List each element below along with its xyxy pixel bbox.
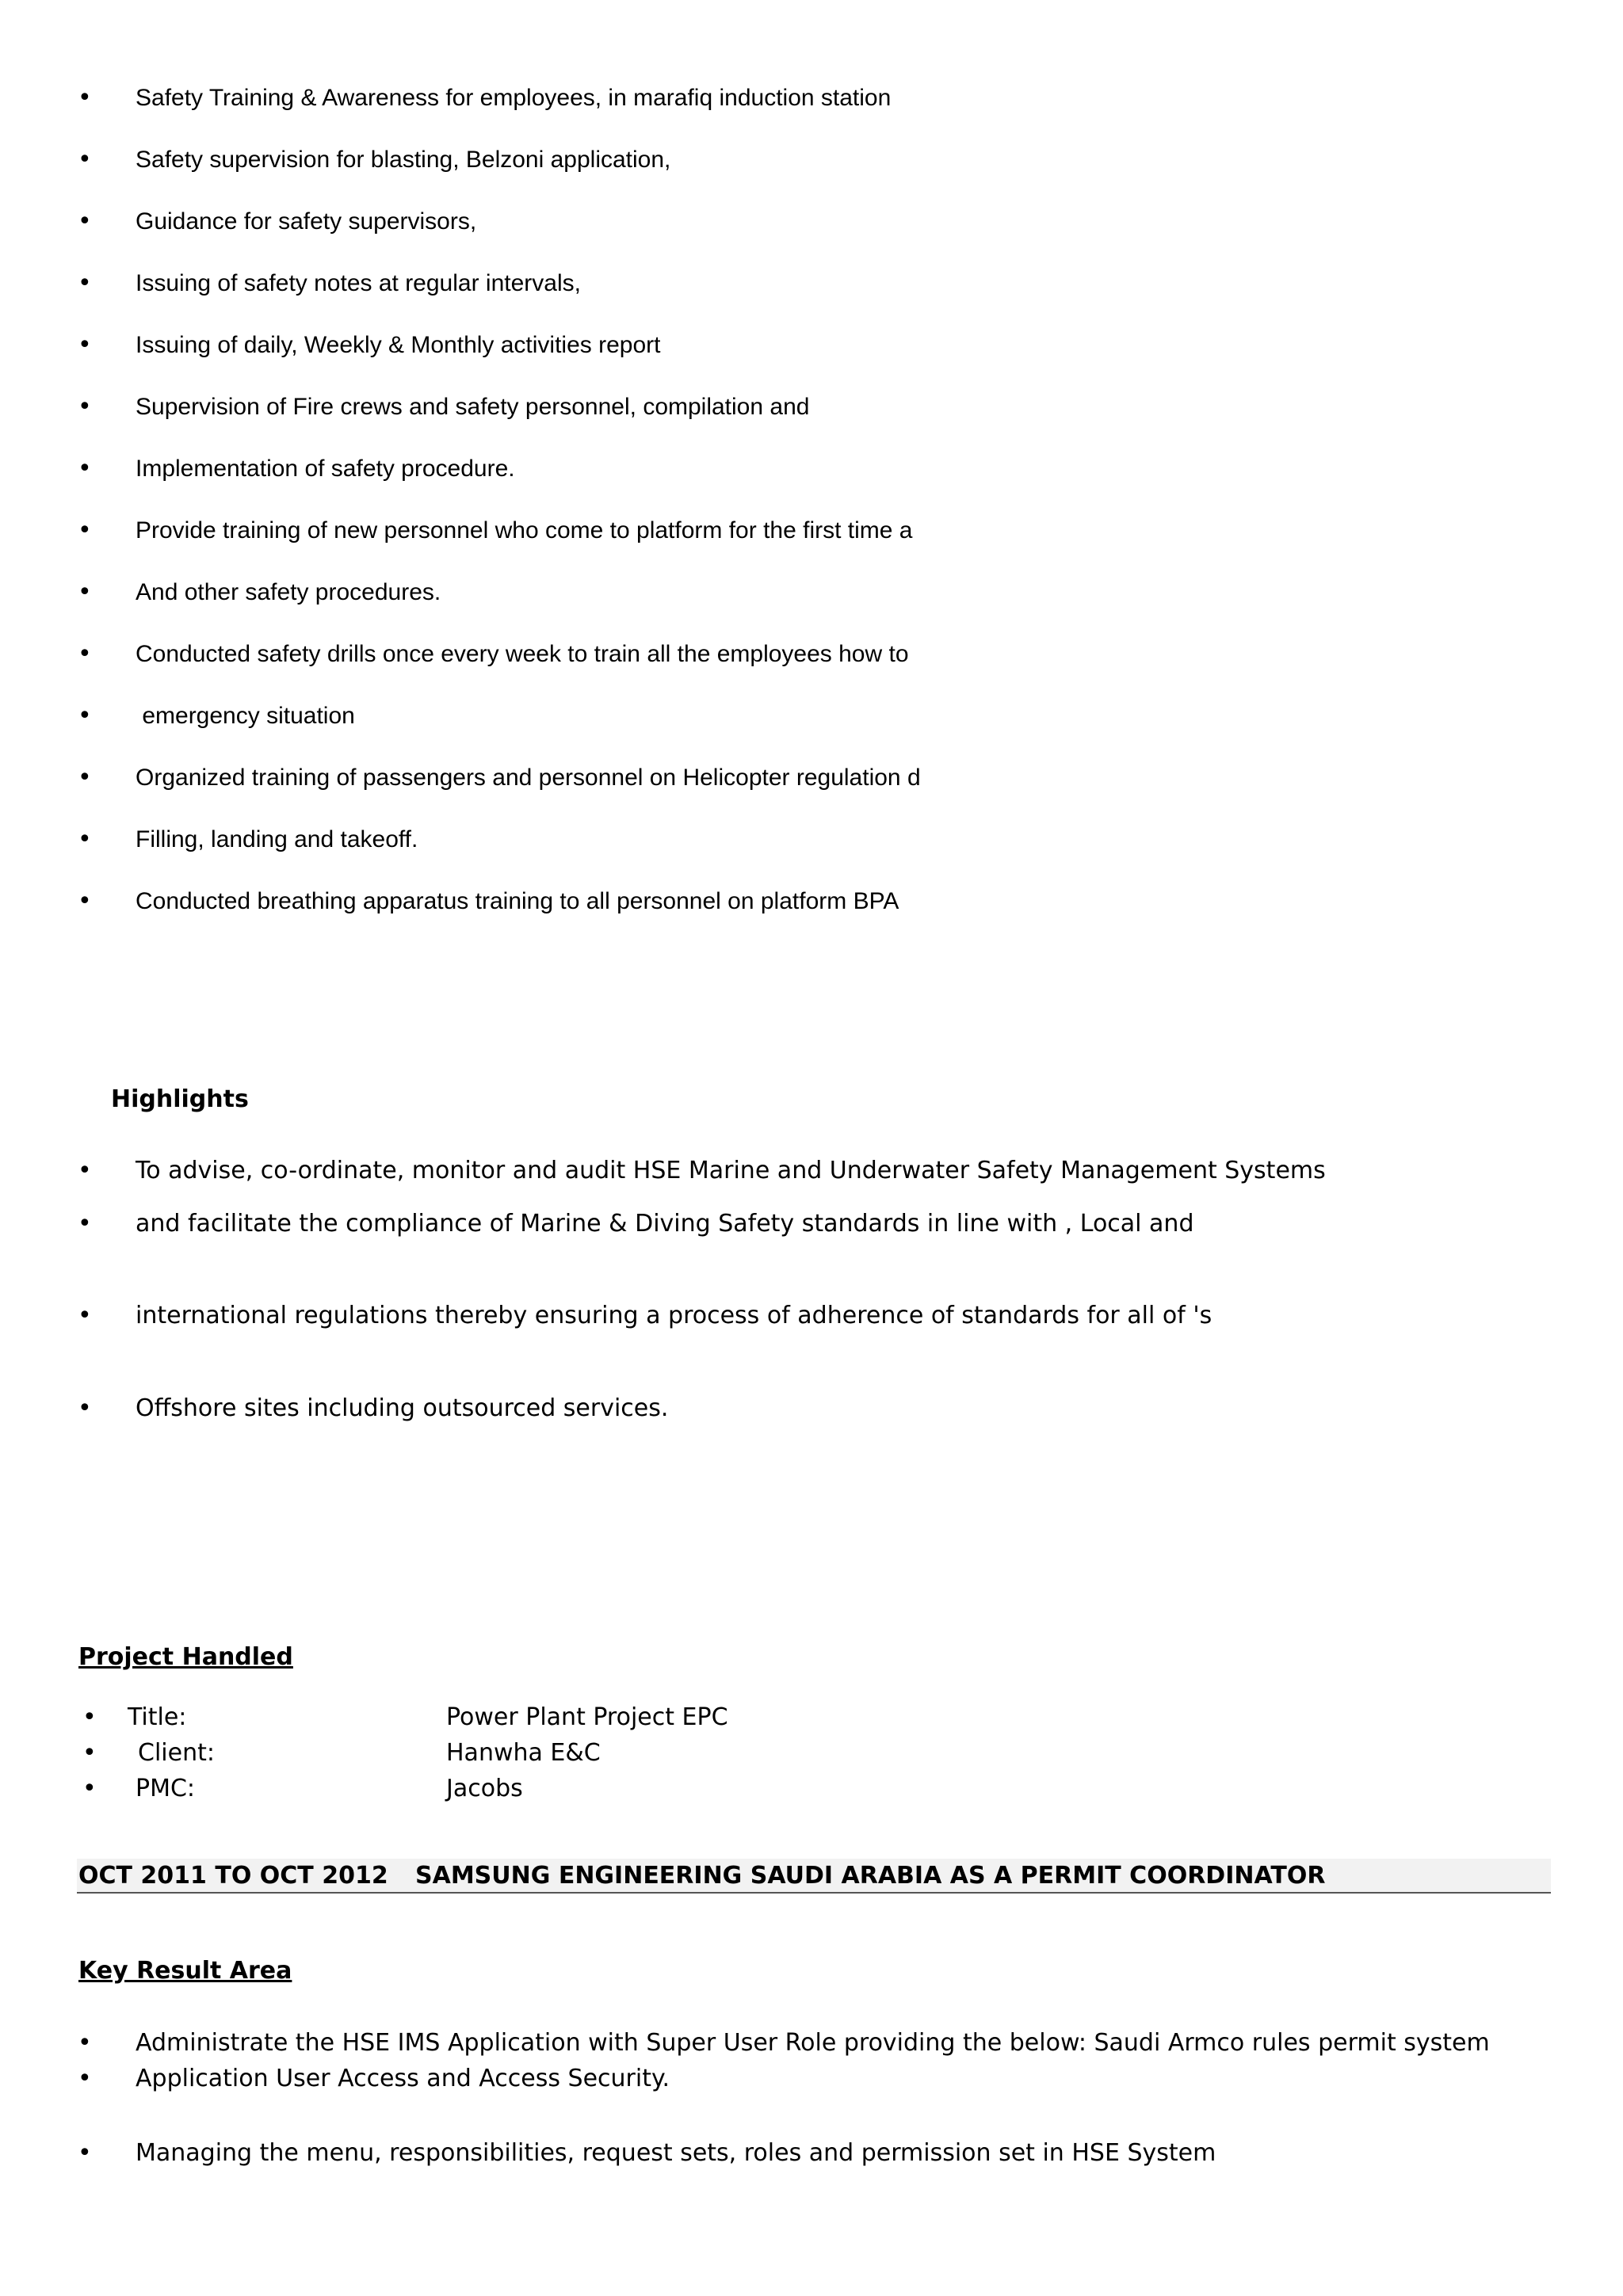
employment-period: OCT 2011 TO OCT 2012: [78, 1862, 388, 1890]
bullet-icon: •: [82, 1775, 97, 1802]
bullet-icon: •: [78, 269, 92, 297]
bullet-icon: •: [78, 1302, 92, 1329]
bullet-icon: •: [78, 764, 92, 791]
project-heading: Project Handled: [78, 1643, 293, 1671]
bullet-icon: •: [78, 2065, 92, 2092]
bullet-icon: •: [78, 2139, 92, 2167]
bullet-icon: •: [78, 1157, 92, 1184]
bullet-icon: •: [78, 331, 92, 359]
key-result-heading: Key Result Area: [78, 1957, 292, 1985]
bullet-icon: •: [78, 640, 92, 668]
bullet-icon: •: [78, 455, 92, 482]
highlights-heading: Highlights: [111, 1085, 249, 1113]
document-page: • Safety Training & Awareness for employees, in marafiq induction station • Safety supervision for blasting, Belzoni application, • Guidance for safety supervisors, • Issuing of safety notes at regular intervals, • Issuing of daily, Weekly & Monthly activities report • Supervision of Fire crews and safety personnel, compilation and • Implementation of safety procedure. • Provide training of new personnel who come to platform for the first time a • And other safety procedures. • Conducted safety drills once every week to train all the employees how to • emergency situation • Organized training of passengers and personnel on Helicopter regulation d • Filling, landing and takeoff. • Conducted breathing apparatus training to all personnel on platform BPA Highlights • To advise, co-ordinate, monitor and audit HSE Marine and Underwater Safety Management Systems • and facilitate the compliance of Marine & Diving Safety standards in line with , Local and • international regulations thereby ensuring a process of adherence of standards for all of 's • Offshore sites including outsourced services. Project Handled • Title: Power Plant Project EPC • Client: Hanwha E&C • PMC: Jacobs OCT 2011 TO OCT 2012 SAMSUNG ENGINEERING SAUDI ARABIA AS A PERMIT COORDINATOR Key Result Area • Administrate the HSE IMS Application with Super User Role providing the below: Saudi Armco rules permit system • Application User Access and Access Security. • Managing the menu, responsibilities, request sets, roles and permission set in HSE System: [0, 0, 1623, 2296]
bullet-icon: •: [78, 208, 92, 235]
bullet-icon: •: [82, 1739, 97, 1767]
bullet-icon: •: [78, 146, 92, 174]
bullet-icon: •: [78, 578, 92, 606]
bullet-icon: •: [78, 84, 92, 112]
bullet-icon: •: [78, 517, 92, 544]
bullet-icon: •: [78, 826, 92, 853]
bullet-icon: •: [78, 2029, 92, 2057]
bullet-icon: •: [82, 1703, 97, 1731]
bullet-icon: •: [78, 1394, 92, 1422]
employment-role: SAMSUNG ENGINEERING SAUDI ARABIA AS A PERMIT COORDINATOR: [415, 1862, 1326, 1890]
bullet-icon: •: [78, 702, 92, 730]
employment-header: [77, 1859, 1551, 1894]
bullet-icon: •: [78, 393, 92, 421]
bullet-icon: •: [78, 1210, 92, 1238]
bullet-icon: •: [78, 887, 92, 915]
